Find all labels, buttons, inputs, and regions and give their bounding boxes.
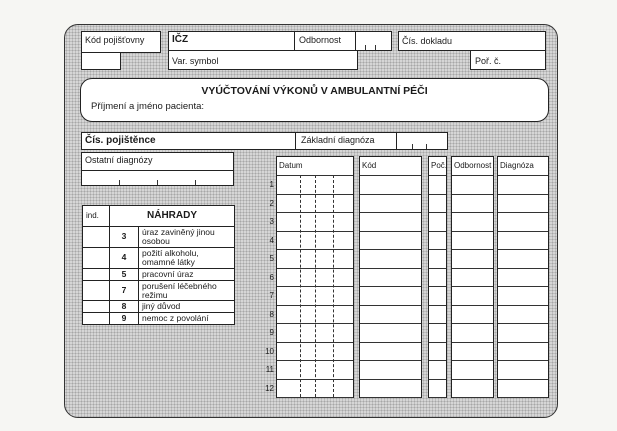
order-number-field[interactable] [470, 50, 546, 70]
insurance-code-label: Kód pojišťovny [85, 35, 145, 45]
column-header: Kód [362, 161, 377, 170]
grid-row-line [452, 194, 493, 195]
nahrady-table [82, 205, 235, 325]
row-number: 7 [269, 291, 274, 300]
nahrady-row[interactable]: 7 porušení léčebného režimu [83, 280, 235, 301]
row-number: 2 [269, 198, 274, 208]
row-number: 11 [265, 365, 274, 374]
grid-row-line [429, 305, 446, 306]
grid-row-line [452, 286, 493, 287]
billing-form-card [64, 24, 558, 418]
insured-number-field[interactable] [81, 132, 448, 150]
column-header: Diagnóza [500, 161, 534, 170]
icz-odbornost-field[interactable] [168, 31, 392, 51]
grid-row-line [429, 397, 446, 398]
grid-row-line [452, 360, 493, 361]
grid-row-line [452, 305, 493, 306]
nahrady-row[interactable]: 9 nemoc z povolání [83, 313, 235, 325]
form-title: VYÚČTOVÁNÍ VÝKONŮ V AMBULANTNÍ PÉČI [201, 85, 428, 97]
grid-row-line [452, 397, 493, 398]
grid-row-line [498, 286, 548, 287]
grid-row-line [360, 397, 421, 398]
grid-row-line [360, 268, 421, 269]
date-divider [315, 175, 316, 397]
grid-row-line [429, 379, 446, 380]
grid-row-line [498, 323, 548, 324]
grid-row-line [498, 231, 548, 232]
grid-row-line [452, 249, 493, 250]
grid-row-line [498, 212, 548, 213]
grid-row-line [360, 323, 421, 324]
other-diagnoses-field[interactable] [81, 152, 234, 186]
grid-row-line [360, 342, 421, 343]
grid-row-line [452, 342, 493, 343]
grid-row-line [429, 212, 446, 213]
services-column[interactable] [428, 156, 447, 398]
row-number: 4 [269, 235, 274, 245]
grid-row-line [452, 231, 493, 232]
grid-row-line [452, 212, 493, 213]
services-column[interactable] [451, 156, 494, 398]
services-column[interactable] [276, 156, 354, 398]
grid-row-line [498, 249, 548, 250]
grid-row-line [452, 323, 493, 324]
grid-row-line [498, 194, 548, 195]
nahrady-row[interactable]: 3 úraz zaviněný jinou osobou [83, 227, 235, 248]
services-column[interactable] [497, 156, 549, 398]
grid-row-line [429, 249, 446, 250]
grid-row-line [452, 379, 493, 380]
nahrady-row[interactable]: 4 požití alkoholu, omamné látky [83, 247, 235, 268]
grid-row-line [498, 397, 548, 398]
grid-row-line [429, 231, 446, 232]
basic-diagnosis-label: Základní diagnóza [301, 135, 375, 145]
grid-row-line [360, 360, 421, 361]
grid-row-line [429, 342, 446, 343]
grid-row-line [498, 379, 548, 380]
date-divider [333, 175, 334, 397]
row-number: 5 [269, 254, 274, 263]
grid-row-line [360, 231, 421, 232]
row-number: 6 [269, 272, 274, 282]
row-number: 9 [269, 328, 274, 337]
var-symbol-label: Var. symbol [172, 56, 219, 66]
grid-row-line [498, 342, 548, 343]
patient-name-box[interactable] [80, 78, 549, 122]
insurance-code-digits[interactable] [81, 52, 121, 70]
grid-row-line [429, 194, 446, 195]
row-number: 3 [269, 217, 274, 226]
grid-row-line [360, 212, 421, 213]
grid-row-line [360, 194, 421, 195]
row-number: 8 [269, 309, 274, 319]
grid-row-line [452, 268, 493, 269]
row-number: 1 [269, 180, 274, 189]
grid-row-line [360, 305, 421, 306]
grid-row-line [277, 397, 353, 398]
date-divider [300, 175, 301, 397]
ind-header: ind. [83, 206, 110, 227]
services-column[interactable] [359, 156, 422, 398]
odbornost-label: Odbornost [299, 35, 342, 45]
order-number-label: Poř. č. [475, 56, 502, 66]
column-header: Poč. [431, 161, 448, 170]
patient-name-label: Příjmení a jméno pacienta: [91, 101, 205, 112]
grid-row-line [360, 379, 421, 380]
nahrady-row[interactable]: 8 jiný důvod [83, 301, 235, 313]
grid-row-line [429, 268, 446, 269]
doc-number-label: Čís. dokladu [402, 36, 453, 46]
grid-row-line [498, 360, 548, 361]
grid-row-line [360, 286, 421, 287]
column-header: Odbornost [454, 161, 492, 170]
grid-row-line [360, 249, 421, 250]
column-header: Datum [279, 161, 303, 170]
var-symbol-field[interactable] [168, 50, 358, 70]
icz-label: IČZ [172, 34, 189, 45]
doc-number-field[interactable] [398, 31, 546, 51]
grid-row-line [498, 268, 548, 269]
insurance-code-field[interactable] [81, 31, 161, 53]
nahrady-header: NÁHRADY [110, 206, 235, 227]
grid-row-line [429, 360, 446, 361]
grid-row-line [498, 305, 548, 306]
grid-row-line [429, 323, 446, 324]
insured-number-label: Čís. pojištěnce [85, 135, 156, 146]
row-number: 12 [265, 383, 274, 393]
other-diagnoses-label: Ostatní diagnózy [85, 155, 153, 165]
row-number: 10 [265, 346, 274, 356]
nahrady-row[interactable]: 5 pracovní úraz [83, 268, 235, 280]
grid-row-line [429, 286, 446, 287]
